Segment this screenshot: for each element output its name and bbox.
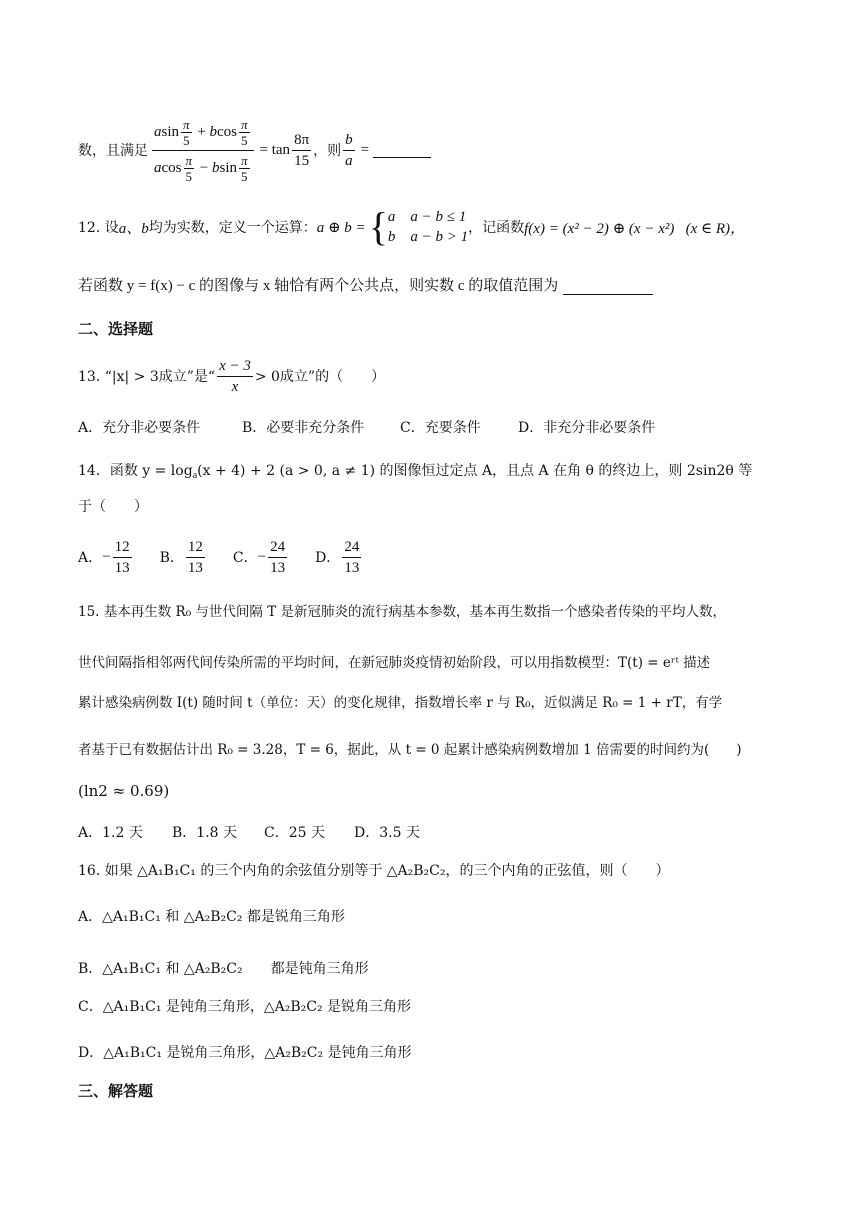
q12-case1: a a − b ≤ 1 [387, 209, 467, 225]
q15-line1: 15. 基本再生数 R₀ 与世代间隔 T 是新冠肺炎的流行病基本参数，基本再生数指一个感染者传染的平均人数， [78, 604, 727, 620]
q12-after: ，记函数 [468, 220, 525, 236]
q12-prefix: 12. 设 [78, 220, 119, 236]
q11-answer-blank[interactable] [373, 143, 431, 158]
q15-line5: (ln2 ≈ 0.69) [78, 782, 170, 800]
q12-line2-text: 若函数 y = f(x) − c 的图像与 x 轴恰有两个公共点，则实数 c 的取值范围为 [78, 278, 559, 294]
q16-option-c[interactable]: C．△A₁B₁C₁ 是钝角三角形，△A₂B₂C₂ 是锐角三角形 [78, 999, 412, 1015]
q15-line3: 累计感染病例数 I(t) 随时间 t（单位：天）的变化规律，指数增长率 r 与 R₀，近似满足 R₀ = 1 + rT，有学 [78, 695, 723, 711]
q11-tan: = tan [259, 141, 291, 158]
q14-line2: 于（ ） [78, 499, 148, 515]
q15-line2: 世代间隔指相邻两代间传染所需的平均时间，在新冠肺炎疫情初始阶段，可以用指数模型：T(t) = eʳᵗ 描述 [78, 655, 711, 671]
q13-stem-a: 13. “|x| > 3成立”是“ [78, 369, 216, 385]
q14-option-d[interactable]: D． $\frac{24}{13}$ [315, 538, 360, 576]
q16-option-b[interactable]: B．△A₁B₁C₁ 和 △A₂B₂C₂ 都是钝角三角形 [78, 961, 369, 977]
q16-option-d[interactable]: D．△A₁B₁C₁ 是锐角三角形，△A₂B₂C₂ 是钝角三角形 [78, 1045, 412, 1061]
q15-option-b[interactable]: B．1.8 天 [172, 825, 238, 841]
q11-then: ，则 [313, 143, 342, 159]
q12-case2: b a − b > 1 [387, 229, 469, 245]
q12-vars: a、b [118, 220, 149, 237]
q13-option-d[interactable]: D．非充分非必要条件 [518, 420, 656, 436]
q12-cases [388, 207, 468, 247]
q11-ba-fraction: $\frac{b}{a}$ [345, 131, 353, 169]
q15-line4: 者基于已有数据估计出 R₀ = 3.28，T = 6，据此，从 t = 0 起累计感染病例数增加 1 倍需要的时间约为( ) [78, 742, 742, 758]
q16-option-a[interactable]: A．△A₁B₁C₁ 和 △A₂B₂C₂ 都是锐角三角形 [78, 909, 345, 925]
q14-option-b[interactable]: B． $\frac{12}{13}$ [159, 538, 203, 576]
q14-line1 [78, 460, 752, 481]
q11-eq: = [360, 141, 370, 158]
q12-brace: { [368, 204, 388, 249]
q15-option-d[interactable]: D．3.5 天 [354, 825, 420, 841]
q15-option-a[interactable]: A．1.2 天 [78, 825, 143, 841]
q13-option-b[interactable]: B．必要非充分条件 [242, 420, 365, 436]
q13-option-a[interactable]: A．充分非必要条件 [78, 420, 201, 436]
q11-big-fraction: a sin $\frac{\pi}{5}$ + b cos $\frac{\pi}{5}$ a cos $\frac{\pi}{5}$ − b sin $\frac{\pi}{5}$ [152, 117, 254, 184]
q12-mid: 均为实数，定义一个运算： [148, 220, 317, 236]
q14-options [78, 534, 363, 580]
section-2-heading: 二、选择题 [78, 320, 154, 338]
q11-tan-fraction: $\frac{8\pi}{15}$ [294, 131, 310, 169]
q16-stem: 16. 如果 △A₁B₁C₁ 的三个内角的余弦值分别等于 △A₂B₂C₂，的三个内角的正弦值，则（ ） [78, 863, 670, 879]
q11-prefix: 数，且满足 [78, 143, 148, 159]
q11-line [78, 110, 431, 190]
q14-option-a[interactable]: A． − $\frac{12}{13}$ [78, 538, 130, 576]
q12-line1 [78, 204, 745, 250]
q12-fx: f(x) = (x² − 2) ⊕ (x − x²) (x ∈ R)， [524, 220, 746, 237]
q13-option-c[interactable]: C．充要条件 [400, 420, 481, 436]
q14-line1-text: 14．函数 y = log [78, 463, 193, 479]
q14-line1b-text: (x + 4) + 2 (a > 0, a ≠ 1) 的图像恒过定点 A，且点 A 在角 θ 的终边上，则 2sin2θ 等 [197, 463, 753, 479]
q14-log-base: a [192, 470, 198, 481]
q13-stem [78, 354, 385, 398]
q12-op: a ⊕ b = [316, 219, 366, 236]
q13-fraction: $\frac{x - 3}{x}$ [219, 357, 251, 395]
q13-stem-b: > 0成立”的（ ） [254, 369, 386, 385]
q15-option-c[interactable]: C．25 天 [264, 825, 325, 841]
q12-answer-blank[interactable] [563, 280, 653, 295]
q14-option-c[interactable]: C． − $\frac{24}{13}$ [232, 538, 286, 576]
section-3-heading: 三、解答题 [78, 1082, 154, 1100]
q12-line2 [78, 274, 653, 295]
